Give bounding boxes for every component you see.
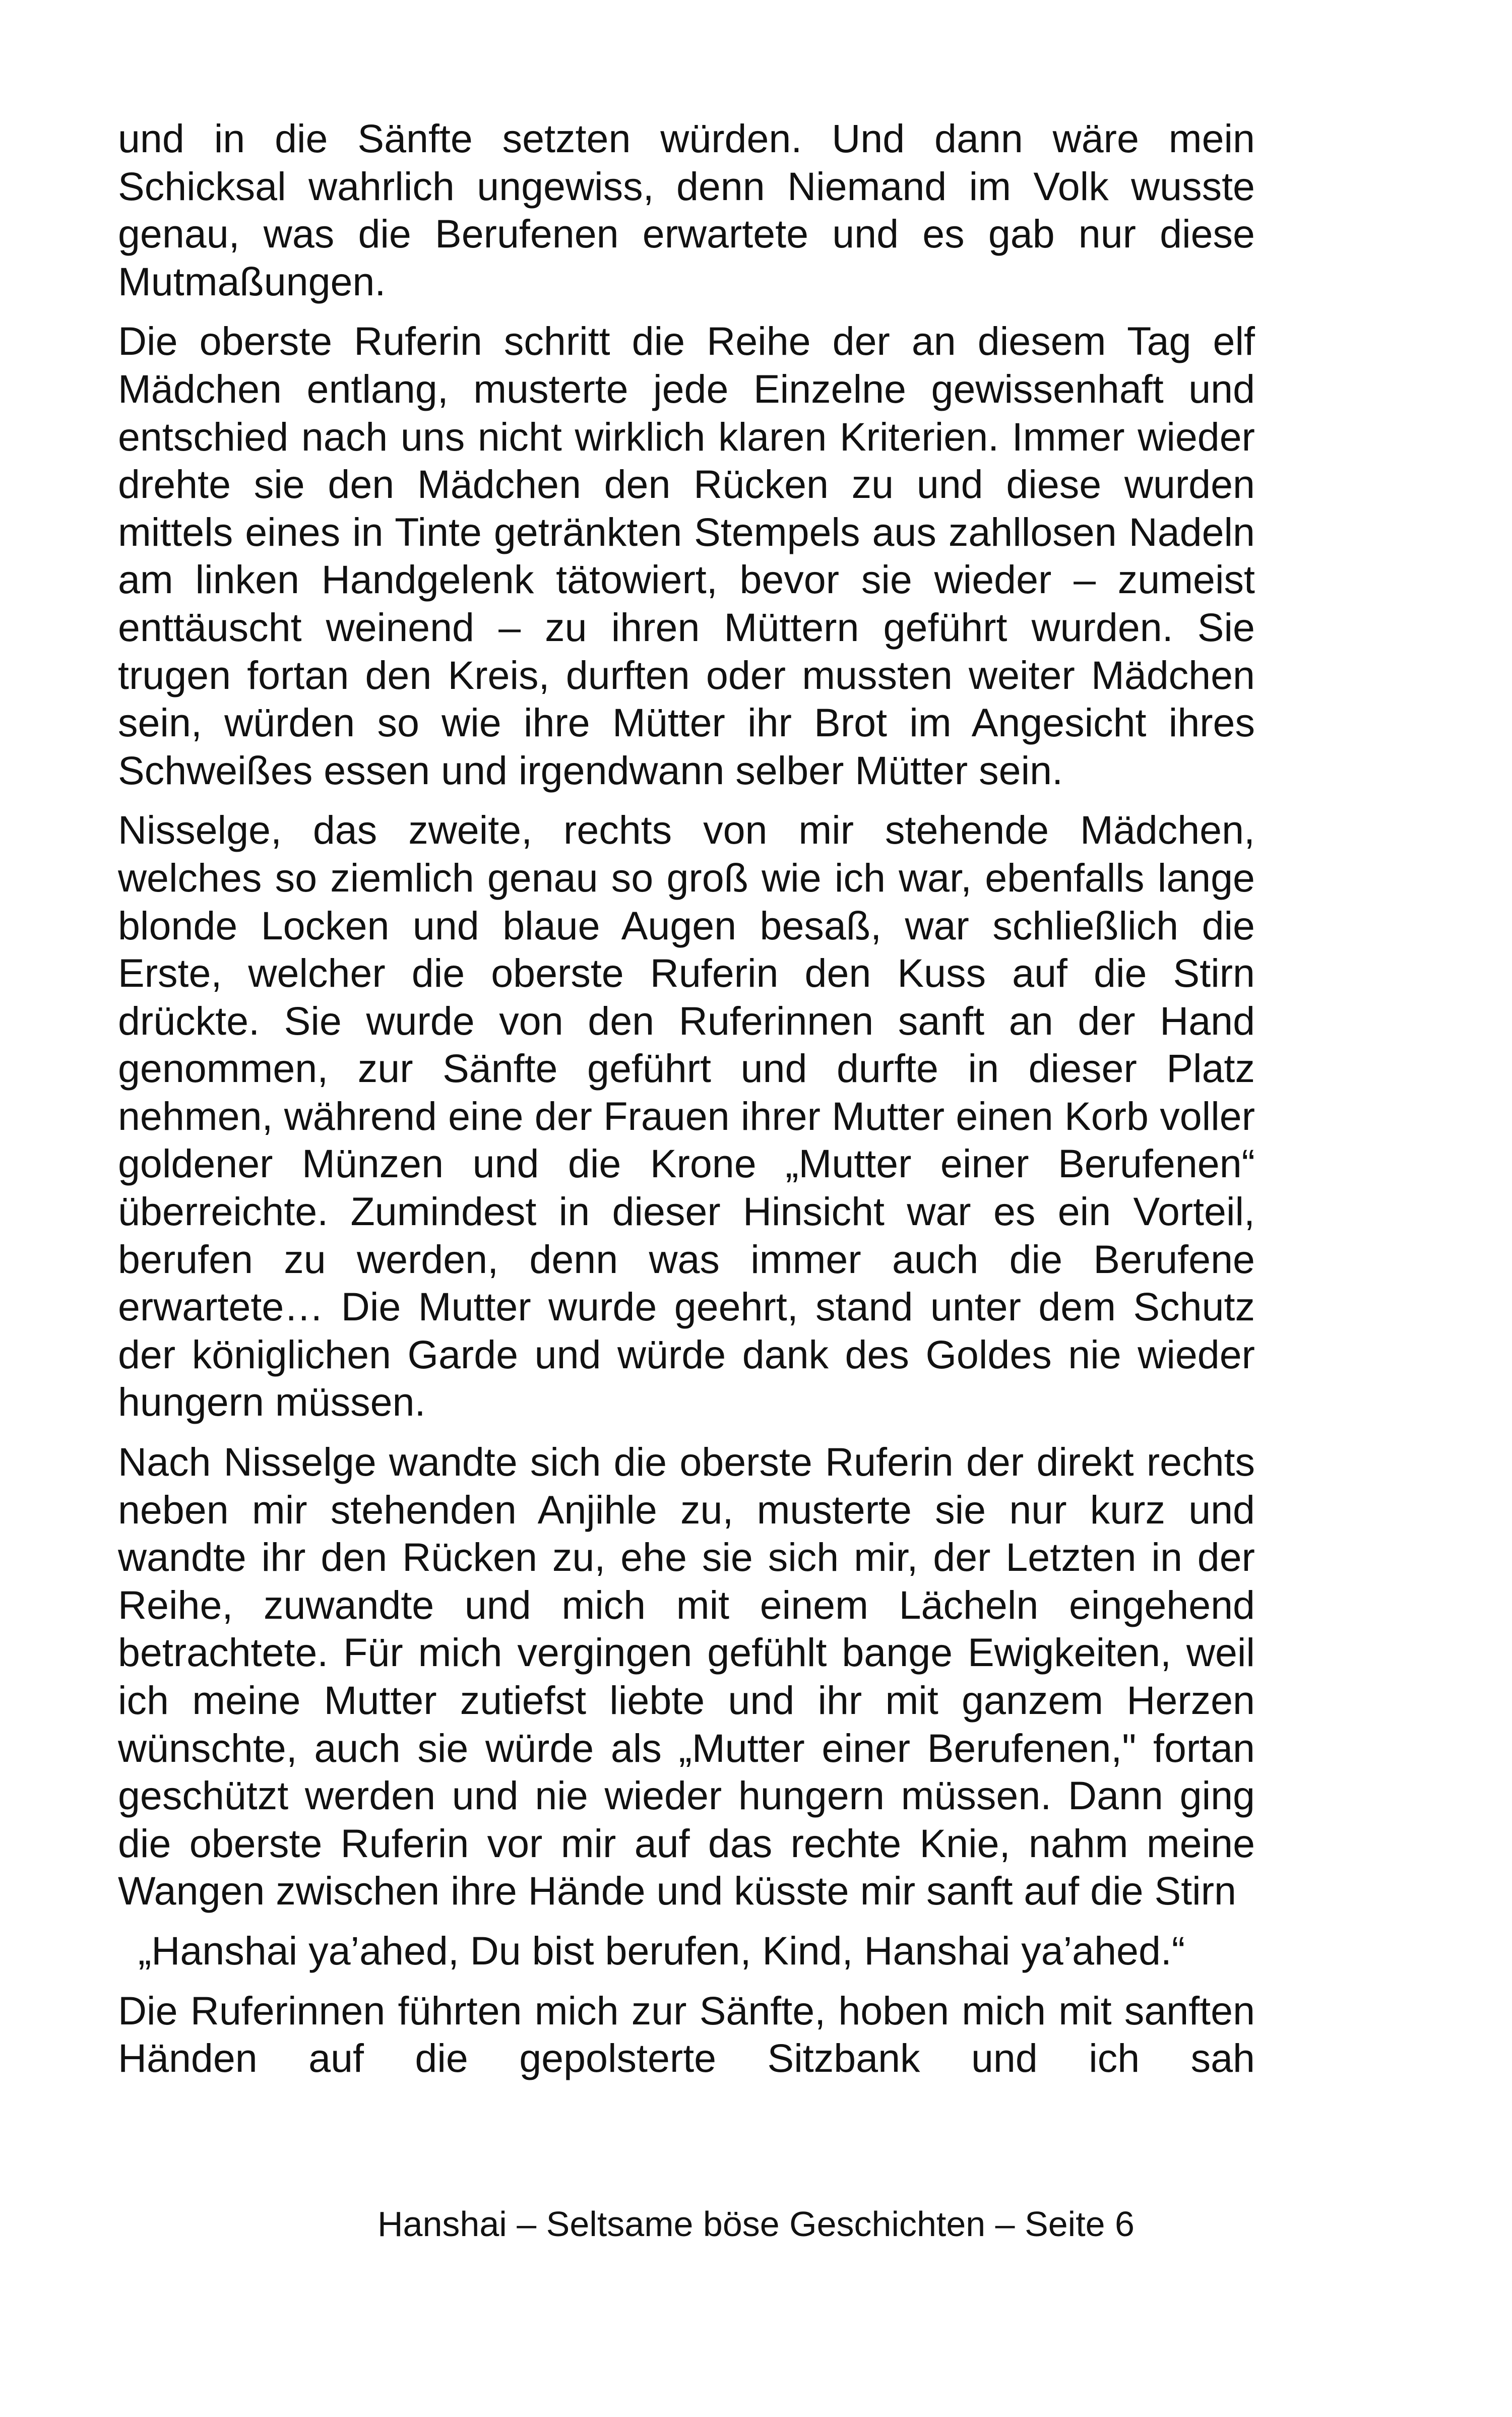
paragraph: Die oberste Ruferin schritt die Reihe der an diesem Tag elf Mädchen entlang, musterte jede Einzelne gewissenhaft und entschied nach uns nicht wirklich klaren Kriterien. Immer wieder drehte sie den Mädchen den Rücken zu und diese wurden mittels eines in Tinte getränkten Stempels aus zahllosen Nadeln am linken Handgelenk tätowiert, bevor sie wieder – zumeist enttäuscht weinend – zu ihren Müttern geführt wurden. Sie trugen fortan den Kreis, durften oder mussten weiter Mädchen sein, würden so wie ihre Mütter ihr Brot im Angesicht ihres Schweißes essen und irgendwann selber Mütter sein. [118, 319, 1255, 793]
paragraph: Nisselge, das zweite, rechts von mir stehende Mädchen, welches so ziemlich genau so groß wie ich war, ebenfalls lange blonde Locken und blaue Augen besaß, war schließlich die Erste, welcher die oberste Ruferin den Kuss auf die Stirn drückte. Sie wurde von den Ruferinnen sanft an der Hand genommen, zur Sänfte geführt und durfte in dieser Platz nehmen, während eine der Frauen ihrer Mutter einen Korb voller goldener Münzen und die Krone „Mutter einer Berufenen“ überreichte. Zumindest in dieser Hinsicht war es ein Vorteil, berufen zu werden, denn was immer auch die Berufene erwartete… Die Mutter wurde geehrt, stand unter dem Schutz der königlichen Garde und würde dank des Goldes nie wieder hungern müssen. [118, 807, 1255, 1425]
paragraph: und in die Sänfte setzten würden. Und dann wäre mein Schicksal wahrlich ungewiss, denn Niemand im Volk wusste genau, was die Berufenen erwartete und es gab nur diese Mutmaßungen. [118, 116, 1255, 304]
paragraph: Die Ruferinnen führten mich zur Sänfte, hoben mich mit sanften Händen auf die gepolsterte Sitzbank und ich sah [118, 1988, 1255, 2081]
page-footer: Hanshai – Seltsame böse Geschichten – Seite 6 [377, 2204, 1135, 2244]
paragraph: Nach Nisselge wandte sich die oberste Ruferin der direkt rechts neben mir stehenden Anjihle zu, musterte sie nur kurz und wandte ihr den Rücken zu, ehe sie sich mir, der Letzten in der Reihe, zuwandte und mich mit einem Lächeln eingehend betrachtete. Für mich vergingen gefühlt bange Ewigkeiten, weil ich meine Mutter zutiefst liebte und ihr mit ganzem Herzen wünschte, auch sie würde als „Mutter einer Berufenen," fortan geschützt werden und nie wieder hungern müssen. Dann ging die oberste Ruferin vor mir auf das rechte Knie, nahm meine Wangen zwischen ihre Hände und küsste mir sanft auf die Stirn [118, 1439, 1255, 1914]
dialogue-line: „Hanshai ya’ahed, Du bist berufen, Kind, Hanshai ya’ahed.“ [138, 1928, 1185, 1973]
body-text [118, 115, 1255, 2082]
